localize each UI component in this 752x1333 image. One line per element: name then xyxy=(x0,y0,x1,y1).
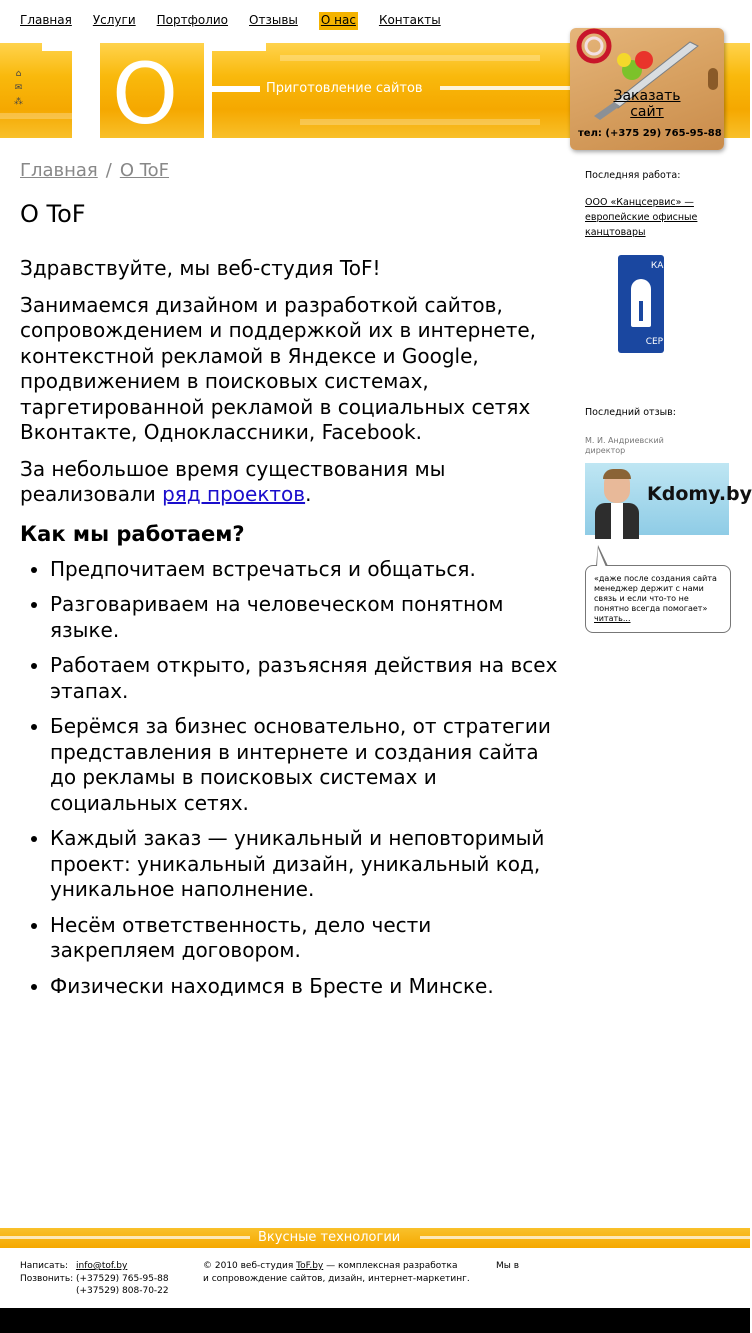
footer-copyright xyxy=(203,1260,470,1285)
reviewer-info xyxy=(585,436,664,456)
top-navigation xyxy=(20,12,462,30)
bubble-tail xyxy=(597,548,606,567)
kanc-logo-text-top: КАНЦ xyxy=(650,261,678,271)
reviewer-avatar xyxy=(595,467,639,535)
footer-tagline: Вкусные технологии xyxy=(258,1230,401,1245)
footer-contacts-labels xyxy=(20,1260,73,1285)
last-work-link[interactable]: ООО «Канцсервис» — европейские офисные канцтовары xyxy=(585,197,698,238)
logo-frame xyxy=(204,43,266,51)
nav-item-portfolio[interactable]: Портфолио xyxy=(156,13,229,27)
footer-line xyxy=(0,1236,250,1239)
sitemap-icon[interactable]: ⁂ xyxy=(14,97,23,107)
footer-contacts-values xyxy=(76,1260,169,1298)
last-work-label: Последняя работа: xyxy=(585,170,681,181)
list-item: • Каждый заказ — уникальный и неповторимый проект: уникальный дизайн, уникальный код, уникальное наполнение. xyxy=(50,826,560,903)
header-phone: тел: (+375 29) 765-95-88 xyxy=(578,128,722,139)
logo-line xyxy=(212,86,260,92)
review-quote-bubble xyxy=(585,565,731,633)
order-site-button[interactable]: Заказать сайт xyxy=(604,88,690,120)
copyright-text: © 2010 веб-студия xyxy=(203,1261,294,1271)
list-item: • Физически находимся в Бресте и Минске. xyxy=(50,974,560,1000)
banner-streak xyxy=(300,119,540,125)
spacer xyxy=(585,183,735,195)
kanc-logo-text-bottom: СЕРВИС xyxy=(645,337,683,347)
logo-frame xyxy=(72,43,100,138)
breadcrumb-current[interactable]: О ToF xyxy=(119,160,170,181)
intro-paragraph: Здравствуйте, мы веб-студия ToF! xyxy=(20,256,381,280)
breadcrumb xyxy=(20,160,169,181)
nav-item-home[interactable]: Главная xyxy=(20,13,72,27)
last-review-label: Последний отзыв: xyxy=(585,407,676,418)
banner-streak xyxy=(280,55,540,61)
reviewer-role: директор xyxy=(585,446,626,455)
how-we-work-list xyxy=(20,557,560,1000)
pen-nib-icon xyxy=(631,279,651,327)
site-logo[interactable]: O xyxy=(112,45,179,143)
copyright-text-after: — комплексная разработка xyxy=(326,1261,458,1271)
projects-link[interactable]: ряд проектов xyxy=(162,482,306,506)
onion-ring xyxy=(579,31,609,61)
footer-social-label: Мы в xyxy=(496,1261,520,1271)
footer-phone-1: (+37529) 765-95-88 xyxy=(76,1273,169,1284)
review-brand: Kdomy.by xyxy=(647,483,752,505)
projects-text: За небольшое время существования мы реализовали xyxy=(20,456,446,506)
page-title: О ToF xyxy=(20,200,86,228)
list-item: • Работаем открыто, разъясняя действия на всех этапах. xyxy=(50,653,560,704)
footer-email-link[interactable]: info@tof.by xyxy=(76,1261,128,1271)
nav-item-services[interactable]: Услуги xyxy=(92,13,136,27)
list-item: • Берёмся за бизнес основательно, от стратегии представления в интернете и создания сайта до рекламы в поисковых системах и социальных сетях. xyxy=(50,714,560,816)
pepper-slice xyxy=(635,51,653,69)
logo-frame xyxy=(204,43,212,138)
review-photo[interactable] xyxy=(585,463,752,535)
projects-end: . xyxy=(305,482,312,506)
nav-item-about[interactable]: О нас xyxy=(319,12,358,30)
home-icon[interactable]: ⌂ xyxy=(15,69,22,79)
quick-icons xyxy=(13,68,24,108)
projects-paragraph xyxy=(20,457,560,508)
review-quote: «даже после создания сайта менеджер держит с нами связь и если что-то не понятно всегда помогает» xyxy=(594,574,717,613)
pepper-slice xyxy=(617,53,631,67)
breadcrumb-home[interactable]: Главная xyxy=(20,160,98,181)
review-read-more-link[interactable]: читать... xyxy=(594,614,631,623)
mail-icon[interactable]: ✉ xyxy=(14,83,23,93)
footer-call-label: Позвонить: xyxy=(20,1273,74,1284)
nav-item-contacts[interactable]: Контакты xyxy=(378,13,441,27)
list-item: • Предпочитаем встречаться и общаться. xyxy=(50,557,560,583)
sidebar xyxy=(585,168,735,240)
list-item: • Несём ответственность, дело чести закрепляем договором. xyxy=(50,913,560,964)
footer-line xyxy=(420,1236,750,1239)
footer-write-label: Написать: xyxy=(20,1261,69,1271)
tagline-line xyxy=(440,86,570,90)
kancservis-logo[interactable] xyxy=(618,255,683,353)
how-we-work-heading: Как мы работаем? xyxy=(20,521,245,546)
about-paragraph: Занимаемся дизайном и разработкой сайтов, сопровождением и поддержкой их в интернете, контекстной рекламой в Яндексе и Google, продвижением в поисковых системах, таргетированной рекламой в социальных сетях Вконтакте, Одноклассники, Facebook. xyxy=(20,292,537,444)
copyright-line-2: и сопровождение сайтов, дизайн, интернет-маркетинг. xyxy=(203,1273,470,1284)
copyright-site-link[interactable]: ToF.by xyxy=(296,1261,324,1271)
bottom-bar xyxy=(0,1308,750,1333)
onion-ring xyxy=(586,38,602,54)
site-tagline: Приготовление сайтов xyxy=(266,81,423,96)
nav-item-reviews[interactable]: Отзывы xyxy=(249,13,298,27)
list-item: • Разговариваем на человеческом понятном языке. xyxy=(50,592,560,643)
reviewer-name: М. И. Андриевский xyxy=(585,436,664,445)
main-content xyxy=(20,256,560,1009)
breadcrumb-separator: / xyxy=(105,160,112,181)
footer-phone-2: (+37529) 808-70-22 xyxy=(76,1286,169,1296)
